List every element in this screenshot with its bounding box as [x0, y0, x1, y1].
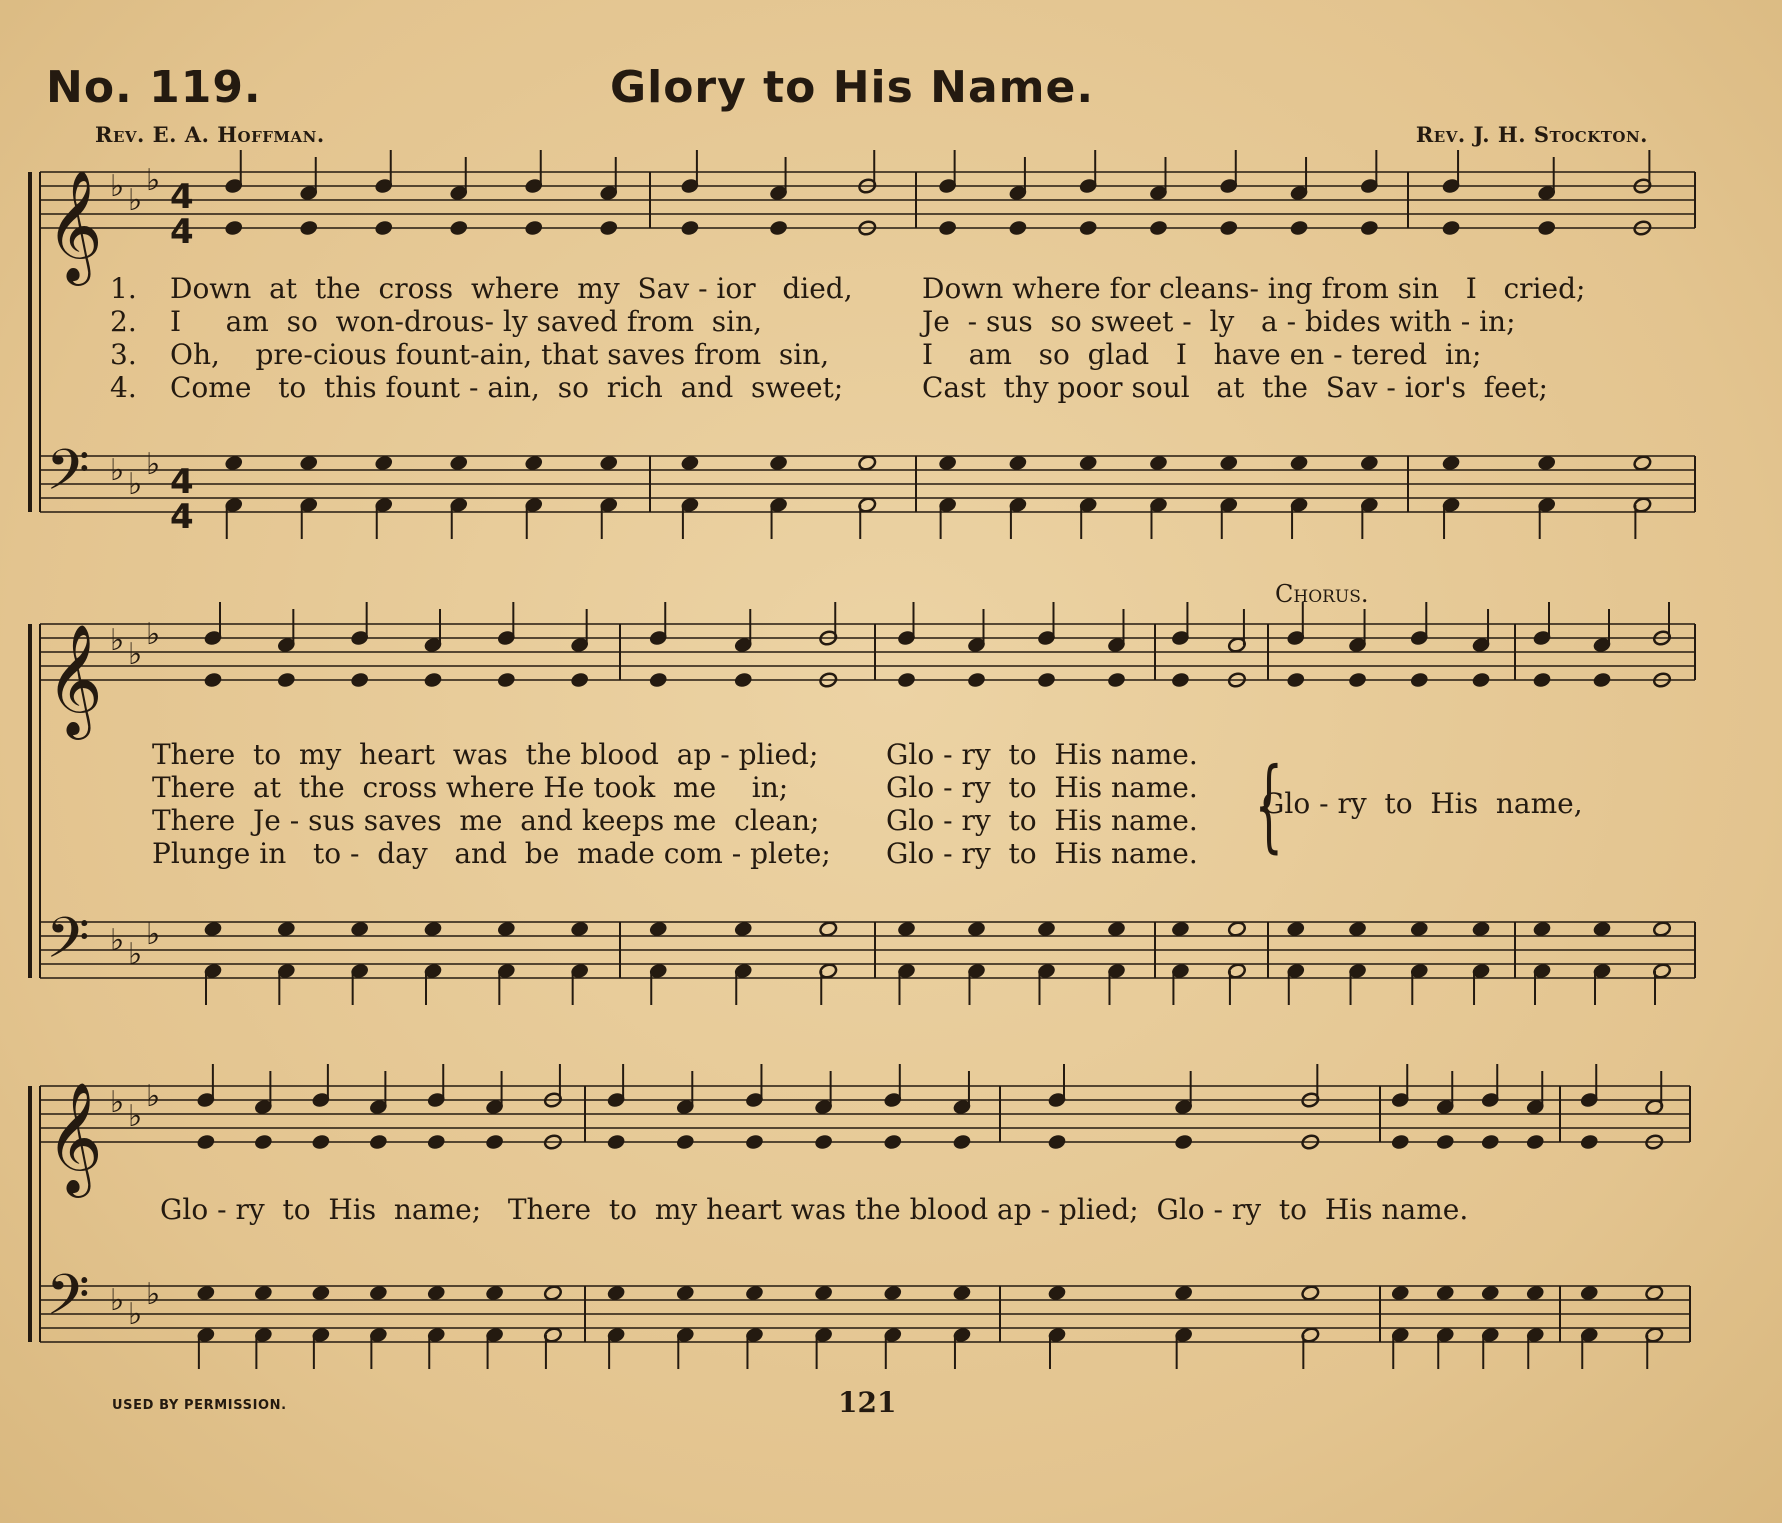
- note-head: [897, 672, 916, 689]
- verse-3-line-b: I am so glad I have en - tered in;: [922, 338, 1482, 371]
- verse-4-line-b: Cast thy poor soul at the Sav - ior's feet;: [922, 371, 1548, 404]
- flat-icon: ♭: [110, 1283, 125, 1318]
- note-head: [967, 672, 986, 689]
- note-head: [1592, 921, 1611, 938]
- flat-icon: ♭: [128, 1099, 143, 1134]
- flat-icon: ♭: [128, 637, 143, 672]
- note-head: [1441, 220, 1460, 237]
- note-head: [369, 1285, 388, 1302]
- hymn-title: Glory to His Name.: [610, 62, 1095, 113]
- lyric-brace: {: [1254, 746, 1284, 863]
- note-head: [1149, 220, 1168, 237]
- note-head: [1037, 921, 1056, 938]
- note-head: [1008, 220, 1027, 237]
- note-head: [369, 1134, 388, 1151]
- note-head: [311, 1134, 330, 1151]
- note-head: [1537, 455, 1556, 472]
- bass-clef-icon: 𝄢: [46, 906, 90, 985]
- time-signature-bottom: 4: [170, 212, 194, 252]
- note-head: [897, 921, 916, 938]
- note-head: [1526, 1134, 1545, 1151]
- note-head: [1580, 1285, 1599, 1302]
- note-head: [485, 1285, 504, 1302]
- note-head: [1652, 921, 1671, 938]
- note-head: [607, 1285, 626, 1302]
- note-head: [299, 455, 318, 472]
- note-head: [374, 220, 393, 237]
- verse-2-line-c: There at the cross where He took me in;: [152, 771, 789, 804]
- note-head: [224, 220, 243, 237]
- note-head: [649, 672, 668, 689]
- note-head: [1441, 455, 1460, 472]
- note-head: [769, 220, 788, 237]
- treble-clef-icon: 𝄞: [46, 1081, 103, 1193]
- note-head: [745, 1134, 764, 1151]
- note-head: [1107, 921, 1126, 938]
- note-head: [1410, 672, 1429, 689]
- note-head: [1410, 921, 1429, 938]
- note-head: [423, 672, 442, 689]
- note-head: [1532, 672, 1551, 689]
- note-head: [1219, 220, 1238, 237]
- note-head: [883, 1134, 902, 1151]
- flat-icon: ♭: [128, 937, 143, 972]
- note-head: [277, 672, 296, 689]
- note-head: [1289, 220, 1308, 237]
- note-head: [224, 455, 243, 472]
- treble-clef-icon: 𝄞: [46, 169, 103, 281]
- note-head: [1079, 220, 1098, 237]
- note-head: [599, 455, 618, 472]
- note-head: [745, 1285, 764, 1302]
- flat-icon: ♭: [110, 453, 125, 488]
- verse-3-line-d: Glo - ry to His name.: [886, 804, 1198, 837]
- note-head: [203, 921, 222, 938]
- note-head: [607, 1134, 626, 1151]
- verse-1-line-b: Down where for cleans- ing from sin I cried;: [922, 272, 1586, 305]
- note-head: [599, 220, 618, 237]
- time-signature-top: 4: [170, 462, 194, 502]
- verse-1-line-c: There to my heart was the blood ap - plied;: [152, 738, 819, 771]
- note-head: [1149, 455, 1168, 472]
- page-number: 121: [838, 1386, 897, 1419]
- verse-4-line-d: Glo - ry to His name.: [886, 837, 1198, 870]
- permission-note: USED BY PERMISSION.: [112, 1398, 287, 1413]
- note-head: [1174, 1134, 1193, 1151]
- note-head: [649, 921, 668, 938]
- note-head: [1436, 1134, 1455, 1151]
- flat-icon: ♭: [128, 467, 143, 502]
- note-head: [952, 1285, 971, 1302]
- note-head: [1174, 1285, 1193, 1302]
- verse-1-line-d: Glo - ry to His name.: [886, 738, 1198, 771]
- note-head: [680, 455, 699, 472]
- note-head: [196, 1134, 215, 1151]
- note-head: [1008, 455, 1027, 472]
- note-head: [374, 455, 393, 472]
- note-head: [1286, 672, 1305, 689]
- note-head: [524, 220, 543, 237]
- verse-3-line-a: Oh, pre-cious fount-ain, that saves from sin,: [170, 338, 830, 371]
- hymn-number: No. 119.: [46, 62, 262, 113]
- note-head: [449, 220, 468, 237]
- verse-number: 4.: [110, 371, 137, 404]
- verse-2-line-a: I am so won-drous- ly saved from sin,: [170, 305, 763, 338]
- note-head: [952, 1134, 971, 1151]
- note-head: [485, 1134, 504, 1151]
- verse-2-line-b: Je - sus so sweet - ly a - bides with - in;: [922, 305, 1516, 338]
- note-head: [427, 1285, 446, 1302]
- note-head: [254, 1285, 273, 1302]
- note-head: [1537, 220, 1556, 237]
- note-head: [938, 220, 957, 237]
- flat-icon: ♭: [110, 623, 125, 658]
- note-head: [1286, 921, 1305, 938]
- note-head: [1580, 1134, 1599, 1151]
- bass-clef-icon: 𝄢: [46, 1263, 90, 1342]
- note-head: [449, 455, 468, 472]
- note-head: [814, 1134, 833, 1151]
- flat-icon: ♭: [146, 163, 161, 198]
- verse-number: 2.: [110, 305, 137, 338]
- note-head: [1526, 1285, 1545, 1302]
- verse-number: 1.: [110, 272, 137, 305]
- note-head: [1592, 672, 1611, 689]
- note-head: [350, 921, 369, 938]
- note-head: [543, 1285, 562, 1302]
- note-head: [497, 672, 516, 689]
- note-head: [814, 1285, 833, 1302]
- note-head: [676, 1285, 695, 1302]
- note-head: [1481, 1134, 1500, 1151]
- note-head: [1348, 672, 1367, 689]
- verse-2-line-d: Glo - ry to His name.: [886, 771, 1198, 804]
- note-head: [883, 1285, 902, 1302]
- time-signature-bottom: 4: [170, 497, 194, 537]
- note-head: [497, 921, 516, 938]
- note-head: [570, 672, 589, 689]
- flat-icon: ♭: [110, 169, 125, 204]
- note-head: [819, 921, 838, 938]
- note-head: [1047, 1134, 1066, 1151]
- chorus-label: Chorus.: [1275, 580, 1369, 608]
- flat-icon: ♭: [110, 923, 125, 958]
- note-head: [1171, 672, 1190, 689]
- note-head: [1436, 1285, 1455, 1302]
- flat-icon: ♭: [146, 917, 161, 952]
- note-head: [427, 1134, 446, 1151]
- note-head: [734, 921, 753, 938]
- note-head: [1481, 1285, 1500, 1302]
- note-head: [1360, 455, 1379, 472]
- verse-1-line-a: Down at the cross where my Sav - ior died,: [170, 272, 853, 305]
- verse-3-line-c: There Je - sus saves me and keeps me clean;: [152, 804, 820, 837]
- composer-credit: Rev. J. H. Stockton.: [1415, 122, 1648, 147]
- flat-icon: ♭: [146, 1079, 161, 1114]
- note-head: [350, 672, 369, 689]
- note-head: [1171, 921, 1190, 938]
- flat-icon: ♭: [146, 1277, 161, 1312]
- note-head: [524, 455, 543, 472]
- flat-icon: ♭: [146, 617, 161, 652]
- note-head: [676, 1134, 695, 1151]
- note-head: [680, 220, 699, 237]
- note-head: [1633, 455, 1652, 472]
- note-head: [1037, 672, 1056, 689]
- bass-clef-icon: 𝄢: [46, 438, 90, 517]
- chorus-line-1: Glo - ry to His name,: [1262, 787, 1583, 820]
- flat-icon: ♭: [128, 1297, 143, 1332]
- note-head: [858, 455, 877, 472]
- flat-icon: ♭: [110, 1085, 125, 1120]
- note-head: [1219, 455, 1238, 472]
- flat-icon: ♭: [146, 447, 161, 482]
- note-head: [570, 921, 589, 938]
- note-head: [1645, 1285, 1664, 1302]
- note-head: [1471, 921, 1490, 938]
- note-head: [1391, 1285, 1410, 1302]
- note-head: [1047, 1285, 1066, 1302]
- note-head: [277, 921, 296, 938]
- note-head: [203, 672, 222, 689]
- verse-4-line-c: Plunge in to - day and be made com - plete;: [152, 837, 831, 870]
- note-head: [311, 1285, 330, 1302]
- verse-4-line-a: Come to this fount - ain, so rich and sweet;: [170, 371, 844, 404]
- note-head: [299, 220, 318, 237]
- note-head: [1227, 921, 1246, 938]
- lyricist-credit: Rev. E. A. Hoffman.: [95, 122, 325, 147]
- note-head: [1289, 455, 1308, 472]
- note-head: [423, 921, 442, 938]
- verse-number: 3.: [110, 338, 137, 371]
- note-head: [1532, 921, 1551, 938]
- time-signature-top: 4: [170, 177, 194, 217]
- note-head: [196, 1285, 215, 1302]
- flat-icon: ♭: [128, 183, 143, 218]
- note-head: [1079, 455, 1098, 472]
- chorus-line-2: Glo - ry to His name; There to my heart was the blood ap - plied; Glo - ry to His name.: [160, 1193, 1469, 1226]
- note-head: [1348, 921, 1367, 938]
- note-head: [254, 1134, 273, 1151]
- treble-clef-icon: 𝄞: [46, 623, 103, 735]
- note-head: [1360, 220, 1379, 237]
- note-head: [938, 455, 957, 472]
- note-head: [1471, 672, 1490, 689]
- note-head: [1391, 1134, 1410, 1151]
- note-head: [1107, 672, 1126, 689]
- note-head: [734, 672, 753, 689]
- note-head: [967, 921, 986, 938]
- note-head: [769, 455, 788, 472]
- note-head: [1301, 1285, 1320, 1302]
